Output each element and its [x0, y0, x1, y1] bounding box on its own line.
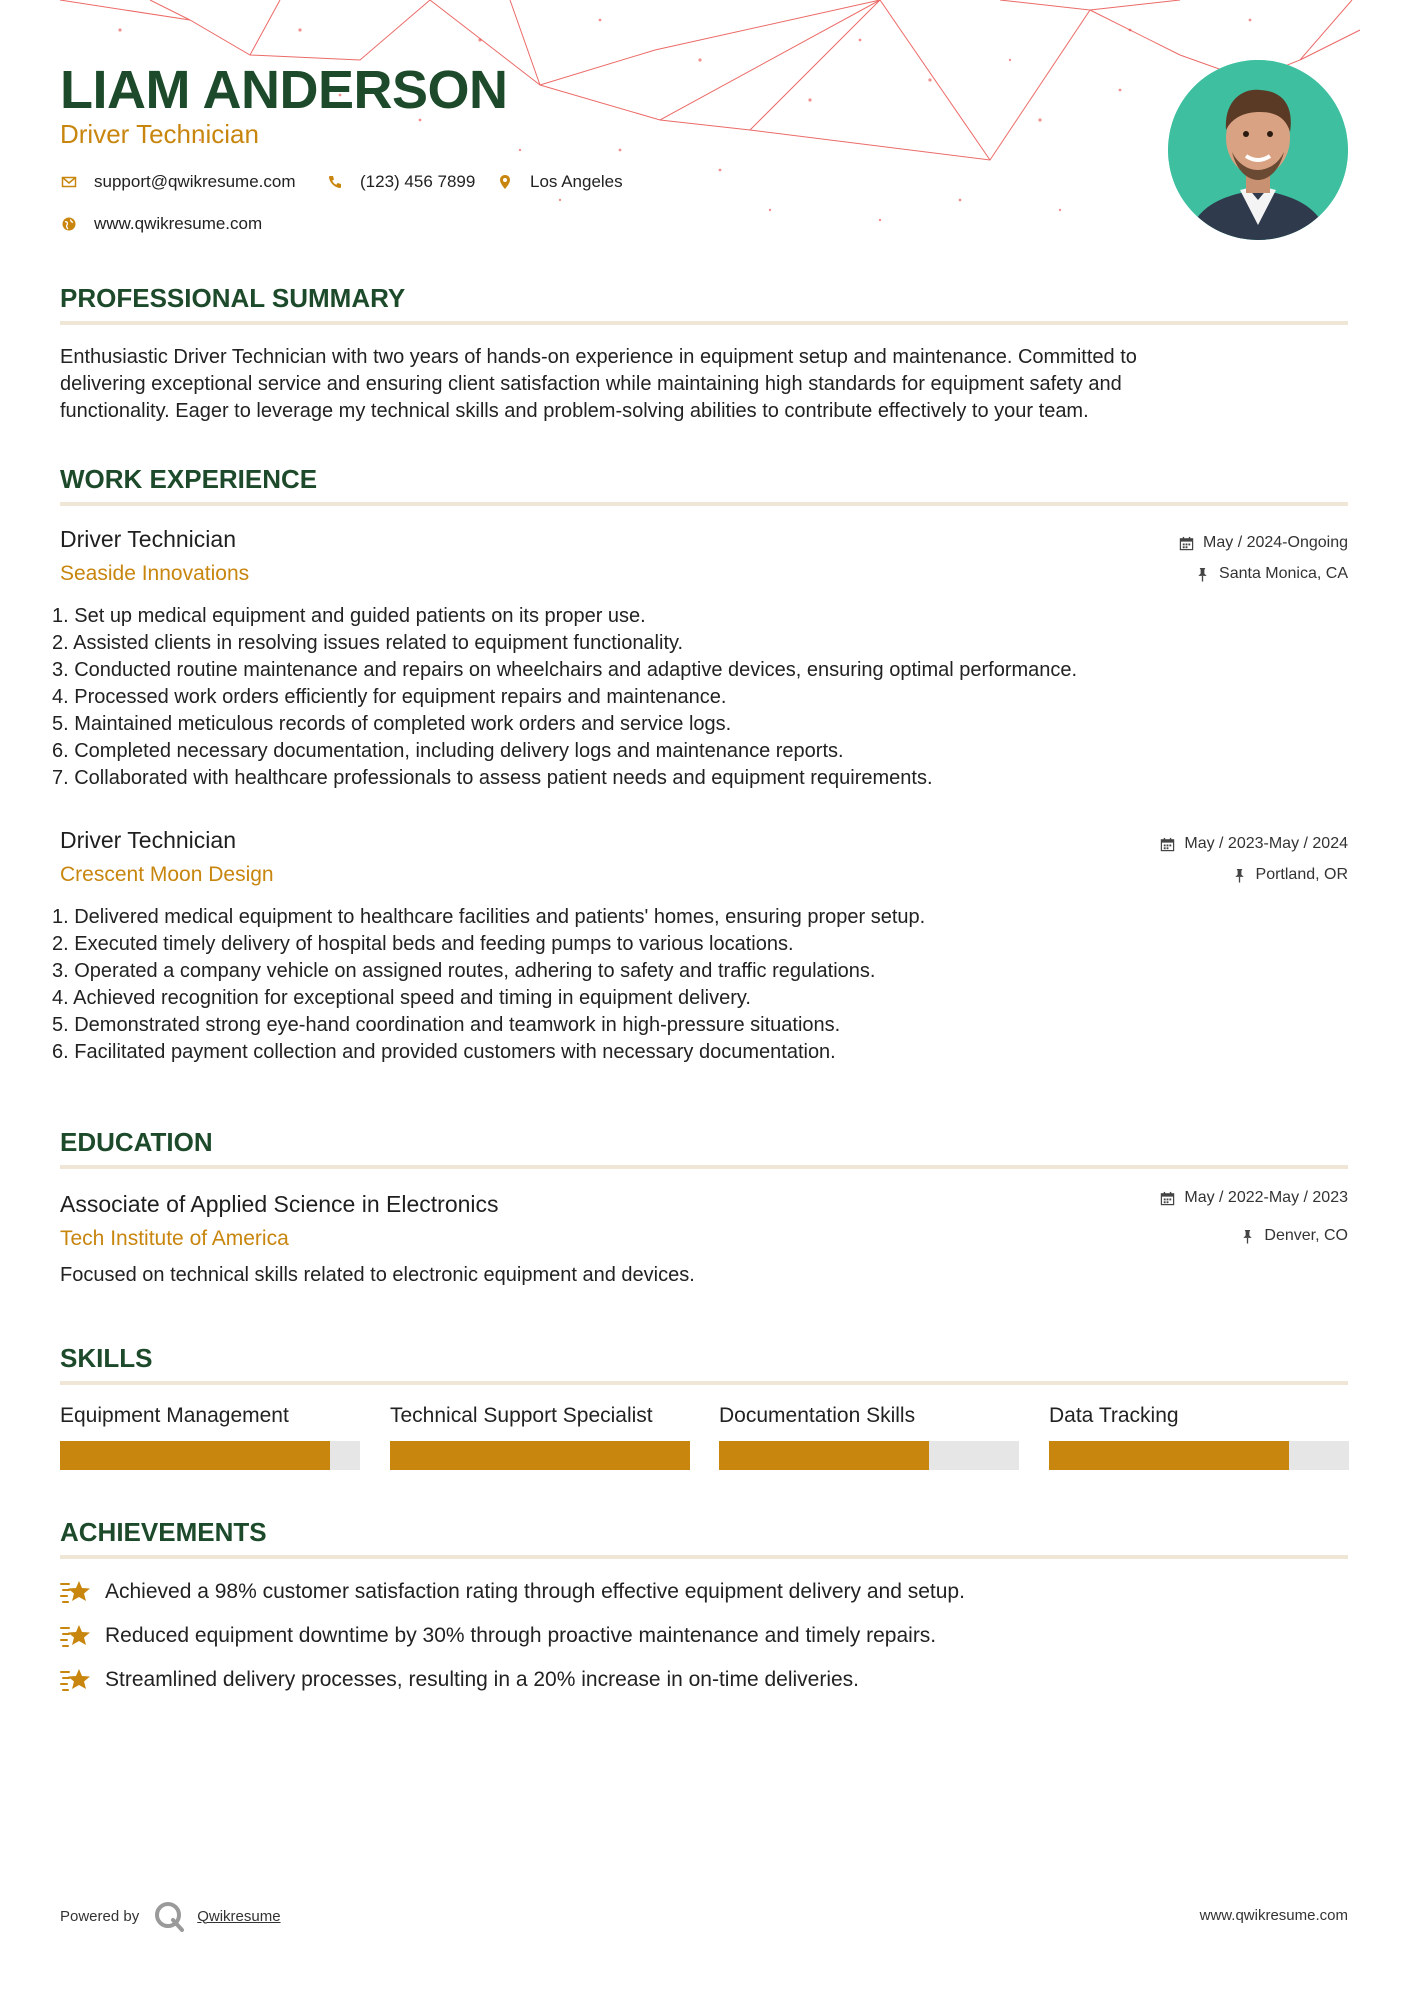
- achievements-heading: ACHIEVEMENTS: [60, 1517, 267, 1547]
- achievement-item: [60, 1578, 965, 1606]
- job-location: [1232, 866, 1348, 884]
- job-company: Seaside Innovations: [60, 562, 250, 585]
- globe-icon: [60, 215, 78, 233]
- list-item: 2. Executed timely delivery of hospital beds and feeding pumps to various locations.: [52, 933, 794, 955]
- job-location: [1195, 565, 1348, 583]
- education-degree: Associate of Applied Science in Electronics: [60, 1191, 499, 1217]
- list-item: 5. Maintained meticulous records of completed work orders and service logs.: [52, 713, 732, 735]
- skill-level-bar: [719, 1441, 1019, 1470]
- education-location-text: Denver, CO: [1264, 1227, 1348, 1244]
- list-item: 6. Facilitated payment collection and provided customers with necessary documentation.: [52, 1041, 836, 1063]
- skill-name: Documentation Skills: [719, 1404, 916, 1427]
- star-award-icon: [60, 1666, 92, 1694]
- candidate-name: LIAM ANDERSON: [60, 60, 508, 120]
- skill-name: Equipment Management: [60, 1404, 289, 1427]
- list-item: 4. Achieved recognition for exceptional speed and timing in equipment delivery.: [52, 987, 751, 1009]
- job-duties-list: [52, 904, 1342, 1066]
- contact-location-text: Los Angeles: [530, 172, 623, 191]
- education-heading: EDUCATION: [60, 1127, 213, 1157]
- contact-phone-text: (123) 456 7899: [360, 172, 476, 191]
- profile-portrait-illustration: [1168, 60, 1348, 240]
- job-title: Driver Technician: [60, 526, 236, 552]
- list-item: 6. Completed necessary documentation, including delivery logs and maintenance reports.: [52, 740, 844, 762]
- achievement-item: [60, 1622, 936, 1650]
- summary-divider: [60, 321, 1348, 325]
- map-pin-icon: [496, 173, 514, 191]
- skills-divider: [60, 1381, 1348, 1385]
- skill-level-bar: [390, 1441, 690, 1470]
- list-item: 1. Delivered medical equipment to healthcare facilities and patients' homes, ensuring proper setup.: [52, 906, 926, 928]
- contact-email-text: support@qwikresume.com: [94, 172, 296, 191]
- footer-website[interactable]: www.qwikresume.com: [1199, 1907, 1348, 1924]
- phone-icon: [326, 173, 344, 191]
- profile-photo: [1168, 60, 1348, 240]
- experience-divider: [60, 502, 1348, 506]
- skill-name: Data Tracking: [1049, 1404, 1179, 1427]
- calendar-icon: [1160, 837, 1175, 852]
- list-item: 3. Operated a company vehicle on assigned routes, adhering to safety and traffic regulations.: [52, 960, 876, 982]
- summary-heading: PROFESSIONAL SUMMARY: [60, 283, 406, 313]
- achievements-divider: [60, 1555, 1348, 1559]
- job-dates: [1160, 835, 1348, 853]
- achievement-text: Achieved a 98% customer satisfaction rating through effective equipment delivery and setup.: [105, 1580, 965, 1603]
- qwikresume-link[interactable]: Qwikresume: [197, 1907, 281, 1925]
- education-description: Focused on technical skills related to electronic equipment and devices.: [60, 1264, 695, 1286]
- summary-line: Enthusiastic Driver Technician with two years of hands-on experience in equipment setup and maintenance. Committed to: [60, 346, 1137, 368]
- star-award-icon: [60, 1578, 92, 1606]
- education-dates-text: May / 2022-May / 2023: [1184, 1189, 1348, 1206]
- skill-level-fill: [390, 1441, 690, 1470]
- qwikresume-logo-icon: [153, 1900, 185, 1932]
- education-divider: [60, 1165, 1348, 1169]
- skill-level-fill: [1049, 1441, 1289, 1470]
- list-item: 3. Conducted routine maintenance and repairs on wheelchairs and adaptive devices, ensuring optimal performance.: [52, 659, 1078, 681]
- skills-heading: SKILLS: [60, 1343, 153, 1373]
- job-title: Driver Technician: [60, 827, 236, 853]
- star-award-icon: [60, 1622, 92, 1650]
- list-item: 1. Set up medical equipment and guided patients on its proper use.: [52, 605, 646, 627]
- job-dates-text: May / 2024-Ongoing: [1203, 534, 1348, 551]
- contact-location: [496, 172, 623, 192]
- list-item: 5. Demonstrated strong eye-hand coordination and teamwork in high-pressure situations.: [52, 1014, 841, 1036]
- list-item: 4. Processed work orders efficiently for equipment repairs and maintenance.: [52, 686, 727, 708]
- skill-level-fill: [719, 1441, 929, 1470]
- education-school: Tech Institute of America: [60, 1227, 289, 1250]
- job-location-text: Portland, OR: [1255, 866, 1348, 883]
- job-company: Crescent Moon Design: [60, 863, 274, 886]
- contact-phone[interactable]: [326, 172, 475, 192]
- achievement-item: [60, 1666, 859, 1694]
- education-dates: [1160, 1189, 1348, 1207]
- job-dates: [1179, 534, 1348, 552]
- contact-website[interactable]: [60, 214, 262, 234]
- pushpin-icon: [1232, 868, 1247, 883]
- skill-name: Technical Support Specialist: [390, 1404, 653, 1427]
- candidate-role: Driver Technician: [60, 119, 259, 149]
- job-location-text: Santa Monica, CA: [1219, 565, 1348, 582]
- envelope-icon: [60, 173, 78, 191]
- achievement-text: Streamlined delivery processes, resulting in a 20% increase in on-time deliveries.: [105, 1668, 860, 1691]
- job-dates-text: May / 2023-May / 2024: [1184, 835, 1348, 852]
- list-item: 7. Collaborated with healthcare professionals to assess patient needs and equipment requirements.: [52, 767, 933, 789]
- summary-line: functionality. Eager to leverage my technical skills and problem-solving abilities to contribute effectively to your team.: [60, 400, 1089, 422]
- job-duties-list: [52, 603, 1342, 792]
- pushpin-icon: [1240, 1229, 1255, 1244]
- summary-line: delivering exceptional service and ensuring client satisfaction while maintaining high standards for equipment safety and: [60, 373, 1122, 395]
- experience-heading: WORK EXPERIENCE: [60, 464, 318, 494]
- skill-level-bar: [60, 1441, 360, 1470]
- achievement-text: Reduced equipment downtime by 30% through proactive maintenance and timely repairs.: [105, 1624, 937, 1647]
- pushpin-icon: [1195, 567, 1210, 582]
- list-item: 2. Assisted clients in resolving issues related to equipment functionality.: [52, 632, 684, 654]
- contact-website-text: www.qwikresume.com: [94, 214, 263, 233]
- contact-email[interactable]: [60, 172, 296, 192]
- calendar-icon: [1160, 1191, 1175, 1206]
- summary-text: [60, 344, 1350, 425]
- skill-level-fill: [60, 1441, 330, 1470]
- education-location: [1240, 1227, 1348, 1245]
- powered-by-label: Powered by: [60, 1907, 140, 1925]
- skill-level-bar: [1049, 1441, 1349, 1470]
- footer-powered-by: [60, 1900, 281, 1932]
- calendar-icon: [1179, 536, 1194, 551]
